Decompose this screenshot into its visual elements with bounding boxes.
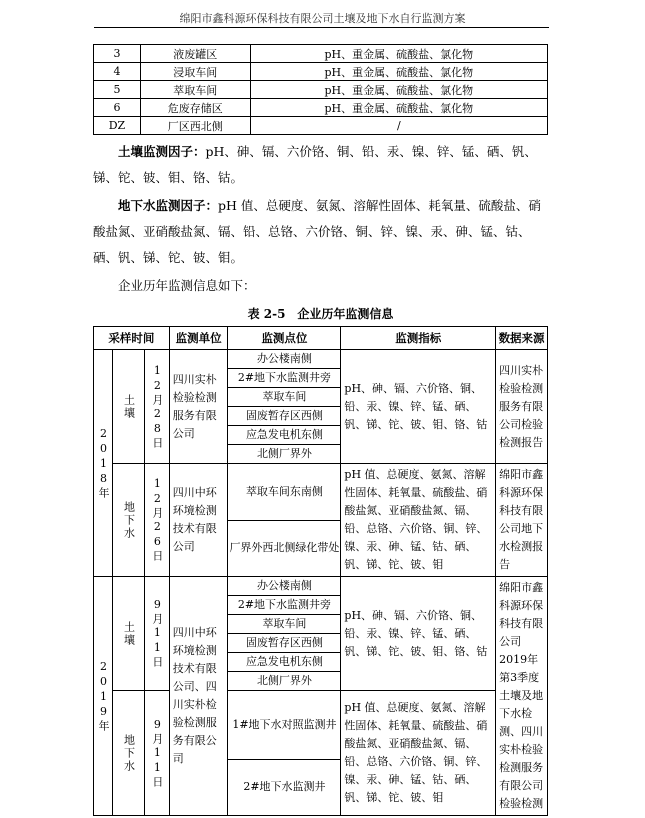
monitoring-points-table bbox=[93, 44, 548, 135]
point-no: DZ bbox=[94, 117, 141, 135]
soil-point-2018: 办公楼南侧 bbox=[228, 350, 341, 369]
table-row bbox=[94, 45, 548, 63]
date-2019-water: 9月11日 bbox=[144, 691, 169, 816]
soil-point-2019: 北侧厂界外 bbox=[228, 672, 341, 691]
water-2019: 地下水 bbox=[113, 691, 145, 816]
unit-2018-water: 四川中环环境检测技术有限公司 bbox=[169, 464, 228, 577]
water-point-2018: 萃取车间东南侧 bbox=[228, 464, 341, 521]
table-row bbox=[94, 99, 548, 117]
history-intro: 企业历年监测信息如下： bbox=[118, 278, 256, 293]
date-2018-water: 12月26日 bbox=[144, 464, 169, 577]
header-rule bbox=[94, 27, 549, 28]
history-monitoring-table bbox=[93, 326, 548, 816]
soil-factors-label: 土壤监测因子： bbox=[118, 144, 206, 159]
year-2018: 2018年 bbox=[94, 350, 113, 577]
table-caption: 表 2-5 企业历年监测信息 bbox=[247, 307, 394, 321]
source-2018-water: 绵阳市鑫科源环保科技有限公司地下水检测报告 bbox=[496, 464, 548, 577]
point-area: 危废存储区 bbox=[140, 99, 250, 117]
table-row bbox=[94, 63, 548, 81]
soil-factors-paragraph bbox=[93, 139, 553, 191]
soil-point-2018: 应急发电机东侧 bbox=[228, 426, 341, 445]
groundwater-factors-paragraph bbox=[93, 193, 553, 271]
point-no: 3 bbox=[94, 45, 141, 63]
groundwater-factors-text: pH 值、总硬度、氨氮、溶解性固体、耗氧量、硫酸盐、硝酸盐氮、亚硝酸盐氮、镉、铅、总铬、六价铬、铜、锌、镍、汞、砷、锰、钴、硒、钒、锑、铊、铍、钼。 bbox=[93, 198, 541, 265]
soil-point-2018: 固废暂存区西侧 bbox=[228, 407, 341, 426]
point-no: 5 bbox=[94, 81, 141, 99]
header-source: 数据来源 bbox=[496, 327, 548, 350]
water-point-2018: 厂界外西北侧绿化带处 bbox=[228, 520, 341, 577]
point-factors: pH、重金属、硫酸盐、氯化物 bbox=[250, 45, 547, 63]
header-indicators: 监测指标 bbox=[341, 327, 496, 350]
header-point: 监测点位 bbox=[228, 327, 341, 350]
soil-point-2018: 北侧厂界外 bbox=[228, 445, 341, 464]
point-factors: pH、重金属、硫酸盐、氯化物 bbox=[250, 81, 547, 99]
point-factors: / bbox=[250, 117, 547, 135]
page-header: 绵阳市鑫科源环保科技有限公司土壤及地下水自行监测方案 bbox=[179, 12, 466, 25]
date-2018-soil: 12月28日 bbox=[144, 350, 169, 464]
soil-factors-text: pH、砷、镉、六价铬、铜、铅、汞、镍、锌、锰、硒、钒、锑、铊、铍、钼、铬、钴。 bbox=[93, 144, 537, 185]
groundwater-factors-label: 地下水监测因子： bbox=[118, 198, 219, 213]
point-area: 浸取车间 bbox=[140, 63, 250, 81]
header-unit: 监测单位 bbox=[169, 327, 228, 350]
point-factors: pH、重金属、硫酸盐、氯化物 bbox=[250, 63, 547, 81]
soil-2018: 土壤 bbox=[113, 350, 145, 464]
soil-point-2019: 办公楼南侧 bbox=[228, 577, 341, 596]
unit-2018-soil: 四川实朴检验检测服务有限公司 bbox=[169, 350, 228, 464]
point-area: 萃取车间 bbox=[140, 81, 250, 99]
water-2018: 地下水 bbox=[113, 464, 145, 577]
soil-point-2018: 萃取车间 bbox=[228, 388, 341, 407]
table-row bbox=[94, 81, 548, 99]
soil-2019: 土壤 bbox=[113, 577, 145, 691]
water-indicators-2019: pH 值、总硬度、氨氮、溶解性固体、耗氧量、硫酸盐、硝酸盐氮、亚硝酸盐氮、镉、铅、总铬、六价铬、铜、锌、镍、汞、砷、锰、钴、硒、钒、锑、铊、铍、钼 bbox=[341, 691, 496, 816]
date-2019-soil: 9月11日 bbox=[144, 577, 169, 691]
soil-point-2018: 2#地下水监测井旁 bbox=[228, 369, 341, 388]
soil-point-2019: 2#地下水监测井旁 bbox=[228, 596, 341, 615]
soil-point-2019: 萃取车间 bbox=[228, 615, 341, 634]
point-area: 厂区西北侧 bbox=[140, 117, 250, 135]
point-no: 4 bbox=[94, 63, 141, 81]
header-sampling-time: 采样时间 bbox=[94, 327, 170, 350]
soil-indicators-2019: pH、砷、镉、六价铬、铜、铅、汞、镍、锌、锰、硒、钒、锑、铊、铍、钼、铬、钴 bbox=[341, 577, 496, 691]
water-point-2019: 1#地下水对照监测井 bbox=[228, 691, 341, 760]
water-point-2019: 2#地下水监测井 bbox=[228, 759, 341, 816]
unit-2019: 四川中环环境检测技术有限公司、四川实朴检验检测服务有限公司 bbox=[169, 577, 228, 816]
soil-indicators-2018: pH、砷、镉、六价铬、铜、铅、汞、镍、锌、锰、硒、钒、锑、铊、铍、钼、铬、钴 bbox=[341, 350, 496, 464]
point-no: 6 bbox=[94, 99, 141, 117]
source-2018-soil: 四川实朴检验检测服务有限公司检验检测报告 bbox=[496, 350, 548, 464]
soil-point-2019: 应急发电机东侧 bbox=[228, 653, 341, 672]
source-2019: 绵阳市鑫科源环保科技有限公司2019年第3季度土壤及地下水检测、四川实朴检验检测服务有限公司检验检测 bbox=[496, 577, 548, 816]
point-area: 液废罐区 bbox=[140, 45, 250, 63]
point-factors: pH、重金属、硫酸盐、氯化物 bbox=[250, 99, 547, 117]
table-row bbox=[94, 117, 548, 135]
year-2019: 2019年 bbox=[94, 577, 113, 816]
water-indicators-2018: pH 值、总硬度、氨氮、溶解性固体、耗氧量、硫酸盐、硝酸盐氮、亚硝酸盐氮、镉、铅、总铬、六价铬、铜、锌、镍、汞、砷、锰、钴、硒、钒、锑、铊、铍、钼 bbox=[341, 464, 496, 577]
soil-point-2019: 固废暂存区西侧 bbox=[228, 634, 341, 653]
